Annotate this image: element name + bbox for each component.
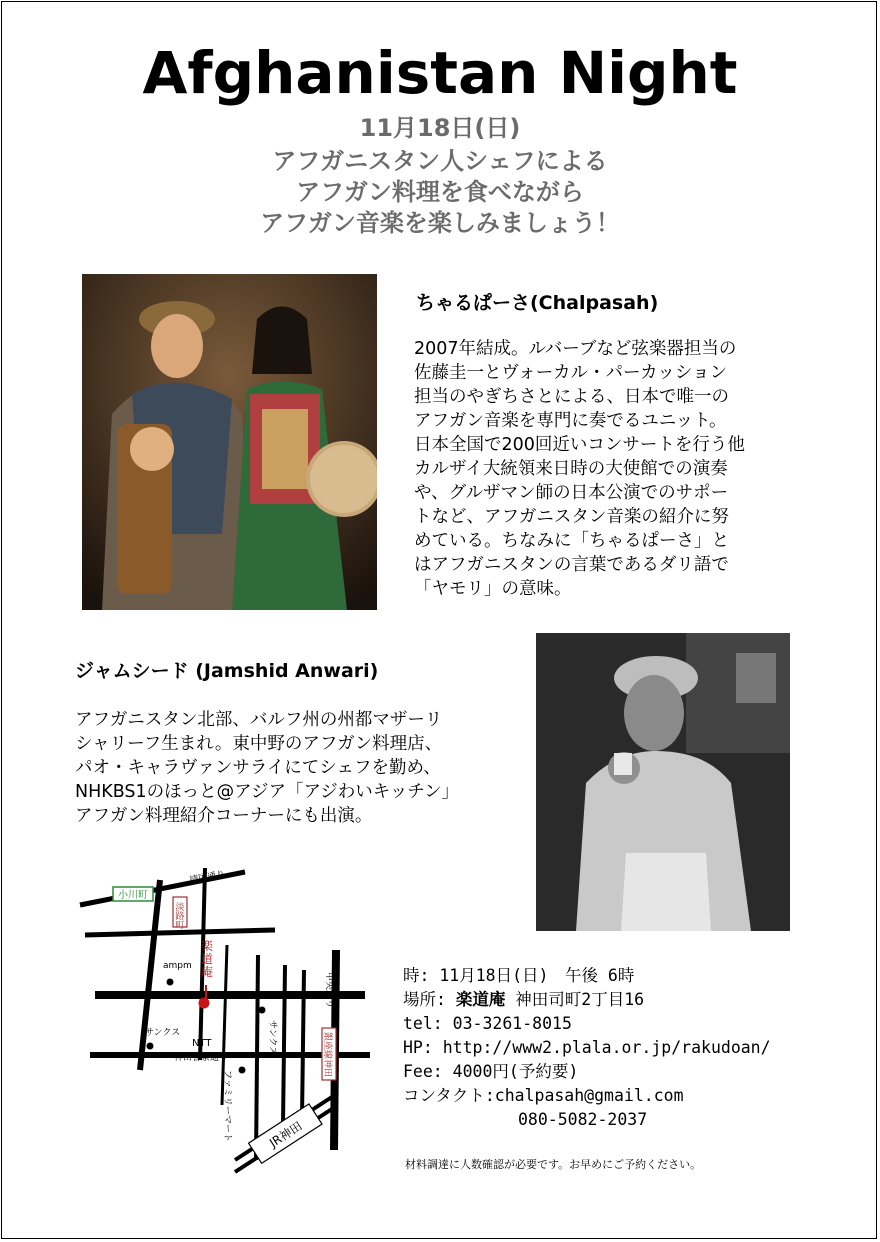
info-phone: 080-5082-2037	[518, 1110, 648, 1129]
chalpasah-photo	[82, 274, 377, 610]
subtitle-line-3: アフガン音楽を楽しみましょう！	[260, 209, 620, 237]
event-info	[403, 964, 771, 1132]
chalpasah-line: 担当のやぎちさとによる、日本で唯一の	[414, 387, 729, 407]
info-tel: tel: 03-3261-8015	[403, 1014, 572, 1033]
event-date: 11月18日(日)	[359, 114, 521, 142]
info-fee: Fee: 4000円(予約要)	[403, 1062, 579, 1081]
familymart-marker	[239, 1067, 246, 1074]
sunkus-marker-2	[147, 1043, 154, 1050]
info-place-address: 神田司町2丁目16	[505, 990, 645, 1009]
sunkus-marker-1	[259, 1007, 266, 1014]
subtitle-line-2: アフガン料理を食べながら	[296, 178, 584, 206]
jamshid-photo	[536, 633, 790, 931]
map-label-ntt: NTT	[192, 1038, 212, 1049]
jamshid-description	[75, 708, 459, 828]
info-contact[interactable]: コンタクト:chalpasah@gmail.com	[403, 1086, 684, 1105]
chalpasah-line: カルザイ大統領来日時の大使館での演奏	[414, 459, 728, 479]
map-label-ampm: ampm	[163, 961, 192, 971]
map-label-rakudoan: 楽道庵	[201, 939, 214, 979]
map-label-awajicho: 淡路町	[175, 903, 185, 931]
map-label-yasukuni: 靖国通り	[188, 869, 226, 886]
map-label-sunkus-1: サンクス	[267, 1020, 277, 1056]
map-label-ginza-kanda: 銀座線神田	[322, 1032, 332, 1078]
jamshid-line: アフガン料理紹介コーナーにも出演。	[75, 806, 373, 826]
map-label-sunkus-2: サンクス	[145, 1028, 181, 1038]
map-label-familymart: ファミリーマート	[222, 1070, 232, 1142]
chalpasah-line: 2007年結成。ルバーブなど弦楽器担当の	[414, 339, 737, 359]
chalpasah-description	[414, 337, 745, 601]
map-label-kanda-keisatsu: 神田警察通り	[174, 1053, 229, 1063]
chalpasah-line: めている。ちなみに「ちゃるぱーさ」と	[414, 531, 729, 551]
subtitle-line-1: アフガニスタン人シェフによる	[272, 147, 608, 175]
chalpasah-line: 「ヤモリ」の意味。	[414, 579, 572, 599]
access-map	[70, 860, 400, 1194]
jamshid-line: NHKBS1のほっと@アジア「アジわいキッチン」	[75, 782, 460, 802]
reservation-note: 材料調達に人数確認が必要です。お早めにご予約ください。	[405, 1158, 702, 1171]
jamshid-line: パオ・キャラヴァンサライにてシェフを勤め、	[75, 758, 441, 778]
chalpasah-line: はアフガニスタンの言葉であるダリ語で	[414, 555, 729, 575]
info-place	[403, 988, 771, 1012]
ampm-marker	[167, 979, 174, 986]
jamshid-line: アフガニスタン北部、バルフ州の州都マザーリ	[75, 710, 443, 730]
jamshid-line: シャリーフ生まれ。東中野のアフガン料理店、	[75, 734, 443, 754]
chalpasah-line: 佐藤圭一とヴォーカル・パーカッション	[414, 363, 728, 383]
jamshid-heading: ジャムシード (Jamshid Anwari)	[75, 660, 379, 682]
chalpasah-heading: ちゃるぱーさ(Chalpasah)	[416, 292, 659, 314]
chalpasah-line: アフガン音楽を専門に奏でるユニット。	[414, 411, 727, 431]
map-label-ogawamachi: 小川町	[118, 890, 148, 901]
info-place-label: 場所:	[403, 990, 456, 1009]
info-time: 時: 11月18日(日) 午後 6時	[403, 966, 635, 985]
chalpasah-line: や、グルザマン師の日本公演でのサポー	[414, 483, 729, 503]
map-label-chuo: 中央通り	[324, 972, 334, 1009]
rakudoan-marker	[199, 998, 210, 1009]
chalpasah-line: トなど、アフガニスタン音楽の紹介に努	[414, 507, 729, 527]
event-title: Afghanistan Night	[142, 39, 738, 107]
map-label-jr-kanda: JR神田	[266, 1118, 305, 1151]
info-place-name: 楽道庵	[455, 990, 506, 1009]
chalpasah-line: 日本全国で200回近いコンサートを行う他	[414, 435, 745, 455]
info-homepage[interactable]: HP: http://www2.plala.or.jp/rakudoan/	[403, 1038, 771, 1057]
